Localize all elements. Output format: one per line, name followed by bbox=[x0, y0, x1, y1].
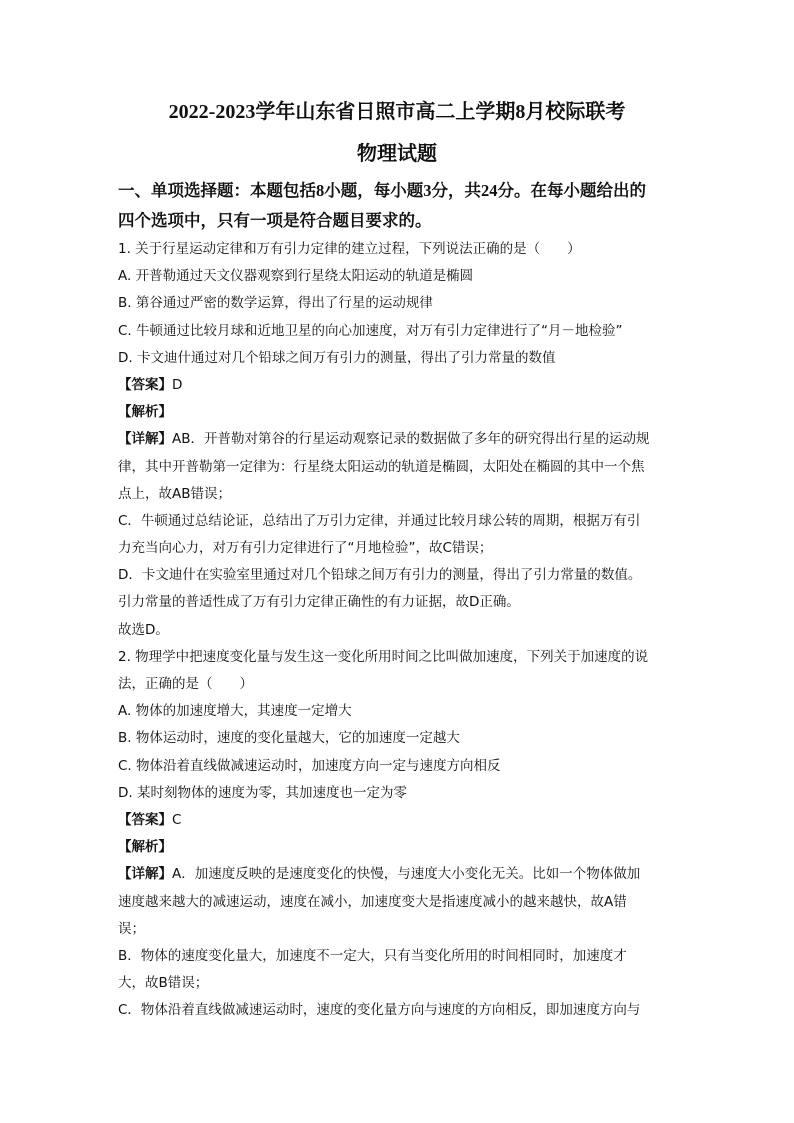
section-heading-line1: 一、单项选择题：本题包括8小题，每小题3分，共24分。在每小题给出的 bbox=[118, 181, 646, 200]
exam-subtitle: 物理试题 bbox=[357, 143, 437, 165]
q1-detail-line6: D．卡文迪什在实验室里通过对几个铅球之间万有引力的测量，得出了引力常量的数值。 bbox=[118, 567, 642, 584]
q2-answer-tag: 【答案】 bbox=[118, 811, 172, 828]
q2-option-a: A. 物体的加速度增大，其速度一定增大 bbox=[118, 703, 352, 720]
q1-answer bbox=[118, 372, 678, 399]
q1-detail-line4: C．牛顿通过总结论证，总结出了万引力定律，并通过比较月球公转的周期，根据万有引 bbox=[118, 512, 641, 529]
exam-title: 2022-2023学年山东省日照市高二上学期8月校际联考 bbox=[168, 101, 626, 123]
q1-detail-line5: 力充当向心力，对万有引力定律进行了“月地检验”，故C错误； bbox=[118, 540, 493, 557]
q1-answer-tag: 【答案】 bbox=[118, 376, 172, 393]
q1-option-b: B. 第谷通过严密的数学运算，得出了行星的运动规律 bbox=[118, 295, 433, 312]
q2-answer bbox=[118, 807, 678, 834]
q2-option-c: C. 物体沿着直线做减速运动时，加速度方向一定与速度方向相反 bbox=[118, 757, 501, 774]
q2-detail-line1 bbox=[118, 861, 678, 888]
q1-option-a: A. 开普勒通过天文仪器观察到行星绕太阳运动的轨道是椭圆 bbox=[118, 268, 474, 285]
q1-analysis-tag: 【解析】 bbox=[118, 404, 172, 421]
q2-detail-line6: C．物体沿着直线做减速运动时，速度的变化量方向与速度的方向相反，即加速度方向与 bbox=[118, 1002, 641, 1019]
q2-stem-line1: 2. 物理学中把速度变化量与发生这一变化所用时间之比叫做加速度，下列关于加速度的说 bbox=[118, 648, 649, 665]
q2-detail-line2: 速度越来越大的减速运动，速度在减小，加速度变大是指速度减小的越来越快，故A错 bbox=[118, 893, 627, 910]
q1-answer-value: D bbox=[172, 376, 183, 393]
q2-analysis-tag: 【解析】 bbox=[118, 839, 172, 856]
q1-detail-text1: AB．开普勒对第谷的行星运动观察记录的数据做了多年的研究得出行星的运动规 bbox=[172, 431, 650, 448]
q1-option-d: D. 卡文迪什通过对几个铅球之间万有引力的测量，得出了引力常量的数值 bbox=[118, 349, 556, 366]
q2-option-b: B. 物体运动时，速度的变化量越大，它的加速度一定越大 bbox=[118, 730, 460, 747]
q2-stem-line2: 法，正确的是（ ） bbox=[118, 676, 253, 692]
q2-detail-text1: A．加速度反映的是速度变化的快慢，与速度大小变化无关。比如一个物体做加 bbox=[172, 866, 641, 883]
q2-detail-tag: 【详解】 bbox=[118, 866, 172, 883]
q1-detail-tag: 【详解】 bbox=[118, 431, 172, 448]
q1-stem: 1. 关于行星运动定律和万有引力定律的建立过程，下列说法正确的是（ ） bbox=[118, 241, 581, 257]
q1-detail-line7: 引力常量的普适性成了万有引力定律正确性的有力证据，故D正确。 bbox=[118, 594, 520, 611]
q1-detail-line1 bbox=[118, 426, 678, 453]
q1-option-c: C. 牛顿通过比较月球和近地卫星的向心加速度，对万有引力定律进行了“月－地检验” bbox=[118, 322, 623, 339]
q2-detail-line5: 大，故B错误； bbox=[118, 975, 209, 992]
q2-answer-value: C bbox=[172, 811, 182, 828]
q1-detail-line3: 点上，故AB错误； bbox=[118, 485, 231, 502]
q1-detail-line2: 律，其中开普勒第一定律为：行星绕太阳运动的轨道是椭圆，太阳处在椭圆的其中一个焦 bbox=[118, 458, 645, 475]
q1-conclusion: 故选D。 bbox=[118, 621, 169, 638]
q2-detail-line4: B．物体的速度变化量大，加速度不一定大，只有当变化所用的时间相同时，加速度才 bbox=[118, 947, 627, 964]
question-body bbox=[118, 236, 678, 1024]
q2-detail-line3: 误； bbox=[118, 920, 145, 937]
section-heading bbox=[118, 176, 678, 236]
section-heading-line2: 四个选项中，只有一项是符合题目要求的。 bbox=[118, 211, 432, 230]
q2-option-d: D. 某时刻物体的速度为零，其加速度也一定为零 bbox=[118, 784, 407, 801]
